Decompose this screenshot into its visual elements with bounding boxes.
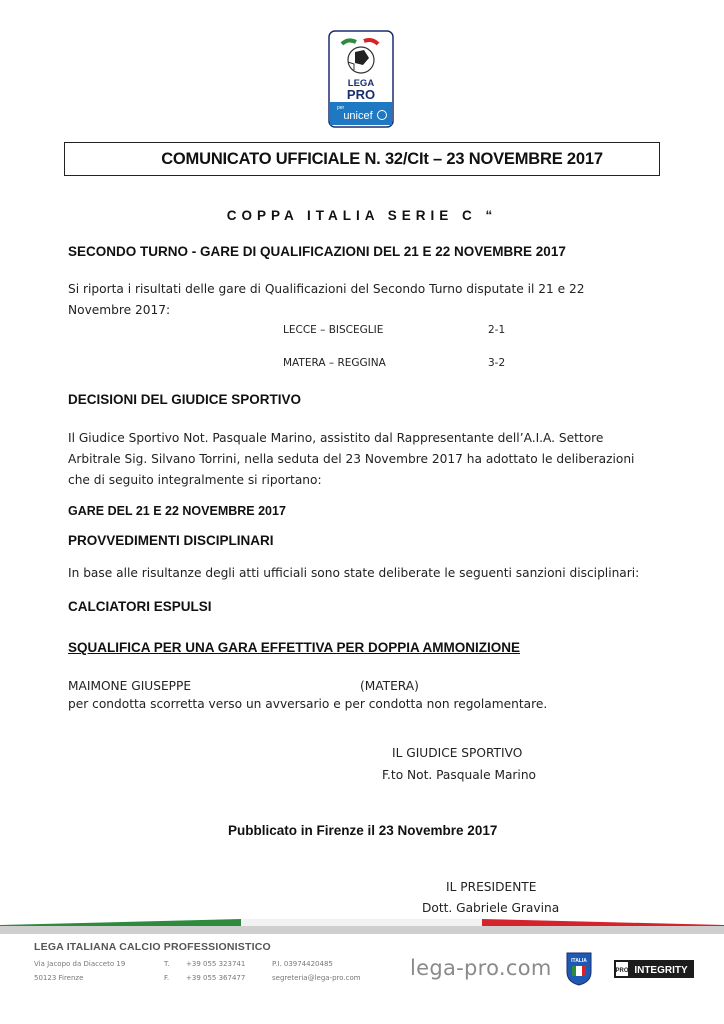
lega-pro-logo xyxy=(328,30,394,128)
squalifica-heading: SQUALIFICA PER UNA GARA EFFETTIVA PER DOPPIA AMMONIZIONE xyxy=(68,640,521,655)
player-reason: per condotta scorretta verso un avversario e per condotta non regolamentare. xyxy=(68,697,548,711)
footer-fax: +39 055 367477 xyxy=(186,974,246,982)
match-2-score: 3-2 xyxy=(488,357,506,369)
footer-divider xyxy=(0,926,724,934)
footer-phone-label: T. xyxy=(164,960,170,968)
intro-line-2: Novembre 2017: xyxy=(68,303,171,317)
integrity-pro-text: PRO xyxy=(615,968,629,974)
giudice-signature-role: IL GIUDICE SPORTIVO xyxy=(392,746,523,760)
footer-address-1: Via Jacopo da Diacceto 19 xyxy=(34,960,126,968)
match-1-score: 2-1 xyxy=(488,324,506,336)
base-paragraph: In base alle risultanze degli atti ufficiali sono state deliberate le seguenti sanzioni disciplinari: xyxy=(68,566,640,580)
title-box xyxy=(64,142,660,176)
giudice-line-3: che di seguito integralmente si riportano: xyxy=(68,473,322,487)
logo-text-lega: LEGA xyxy=(347,78,375,89)
footer-vat: P.I. 03974420485 xyxy=(272,960,333,968)
secondo-turno-heading: SECONDO TURNO - GARE DI QUALIFICAZIONI DEL 21 E 22 NOVEMBRE 2017 xyxy=(68,244,566,259)
coppa-italia-heading: COPPA ITALIA SERIE C “ xyxy=(226,208,498,223)
presidente-name: Dott. Gabriele Gravina xyxy=(422,901,560,915)
calciatori-heading: CALCIATORI ESPULSI xyxy=(68,599,212,614)
match-2-teams: MATERA – REGGINA xyxy=(283,357,386,369)
giudice-signature-name: F.to Not. Pasquale Marino xyxy=(382,768,537,782)
logo-text-pro: PRO xyxy=(346,87,376,102)
communique-title: COMUNICATO UFFICIALE N. 32/CIt – 23 NOVEMBRE 2017 xyxy=(161,150,603,168)
giudice-line-2: Arbitrale Sig. Silvano Torrini, nella seduta del 23 Novembre 2017 ha adottato le deliberazioni xyxy=(68,452,635,466)
footer-phone: +39 055 323741 xyxy=(186,960,246,968)
tricolor-stripe xyxy=(0,916,724,926)
player-name: MAIMONE GIUSEPPE xyxy=(68,679,192,693)
provvedimenti-heading: PROVVEDIMENTI DISCIPLINARI xyxy=(68,533,274,548)
figc-shield-text: ITALIA xyxy=(571,958,587,964)
logo-text-per: per xyxy=(337,105,345,111)
logo-text-unicef: unicef xyxy=(343,110,373,122)
footer-email[interactable]: segreteria@lega-pro.com xyxy=(272,974,361,982)
integrity-badge xyxy=(614,960,694,978)
player-team: (MATERA) xyxy=(360,679,419,693)
gare-heading: GARE DEL 21 E 22 NOVEMBRE 2017 xyxy=(68,504,286,518)
presidente-role: IL PRESIDENTE xyxy=(446,880,537,894)
footer-address-2: 50123 Firenze xyxy=(34,974,84,982)
match-1-teams: LECCE – BISCEGLIE xyxy=(283,324,384,336)
footer-website[interactable]: lega-pro.com xyxy=(410,956,552,980)
footer-org-name: LEGA ITALIANA CALCIO PROFESSIONISTICO xyxy=(34,941,271,953)
figc-shield-icon xyxy=(566,952,592,986)
intro-line-1: Si riporta i risultati delle gare di Qualificazioni del Secondo Turno disputate il 21 e 22 xyxy=(68,282,585,296)
pubblicato-line: Pubblicato in Firenze il 23 Novembre 2017 xyxy=(228,823,498,838)
footer-fax-label: F. xyxy=(164,974,170,982)
giudice-line-1: Il Giudice Sportivo Not. Pasquale Marino, assistito dal Rappresentante dell’A.I.A. Settore xyxy=(68,431,604,445)
decisioni-heading: DECISIONI DEL GIUDICE SPORTIVO xyxy=(68,392,302,407)
integrity-text: INTEGRITY xyxy=(634,965,688,976)
